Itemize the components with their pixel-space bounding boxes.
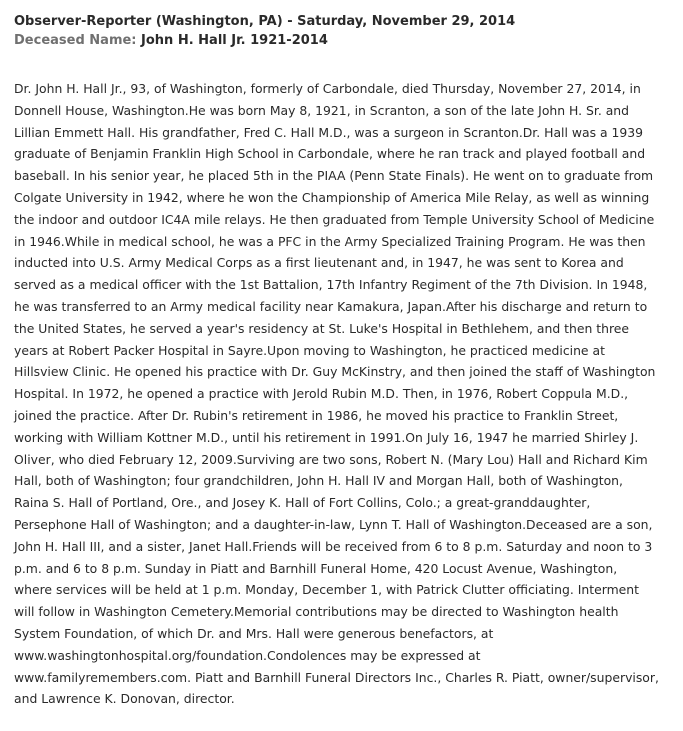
deceased-name-label: Deceased Name: (14, 33, 142, 48)
deceased-name-value: John H. Hall Jr. 1921-2014 (141, 33, 328, 48)
deceased-name-line (14, 31, 673, 50)
obituary-body-text: Dr. John H. Hall Jr., 93, of Washington, formerly of Carbondale, died Thursday, November 27, 2014, in Donnell House, Washington.He was born May 8, 1921, in Scranton, a son of the late John H. Sr. and Lillian Emmett Hall. His grandfather, Fred C. Hall M.D., was a surgeon in Scranton.Dr. Hall was a 1939 graduate of Benjamin Franklin High School in Carbondale, where he ran track and played football and baseball. In his senior year, he placed 5th in the PIAA (Penn State Finals). He went on to graduate from Colgate University in 1942, where he won the Championship of America Mile Relay, as well as winning the indoor and outdoor IC4A mile relays. He then graduated from Temple University School of Medicine in 1946.While in medical school, he was a PFC in the Army Specialized Training Program. He was then inducted into U.S. Army Medical Corps as a first lieutenant and, in 1947, he was sent to Korea and served as a medical officer with the 1st Battalion, 17th Infantry Regiment of the 7th Division. In 1948, he was transferred to an Army medical facility near Kamakura, Japan.After his discharge and return to the United States, he served a year's residency at St. Luke's Hospital in Bethlehem, and then three years at Robert Packer Hospital in Sayre.Upon moving to Washington, he practiced medicine at Hillsview Clinic. He opened his practice with Dr. Guy McKinstry, and then joined the staff of Washington Hospital. In 1972, he opened a practice with Jerold Rubin M.D. Then, in 1976, Robert Coppula M.D., joined the practice. After Dr. Rubin's retirement in 1986, he moved his practice to Franklin Street, working with William Kottner M.D., until his retirement in 1991.On July 16, 1947 he married Shirley J. Oliver, who died February 12, 2009.Surviving are two sons, Robert N. (Mary Lou) Hall and Richard Kim Hall, both of Washington; four grandchildren, John H. Hall IV and Morgan Hall, both of Washington, Raina S. Hall of Portland, Ore., and Josey K. Hall of Fort Collins, Colo.; a great-granddaughter, Persephone Hall of Washington; and a daughter-in-law, Lynn T. Hall of Washington.Deceased are a son, John H. Hall III, and a sister, Janet Hall.Friends will be received from 6 to 8 p.m. Saturday and noon to 3 p.m. and 6 to 8 p.m. Sunday in Piatt and Barnhill Funeral Home, 420 Locust Avenue, Washington, where services will be held at 1 p.m. Monday, December 1, with Patrick Clutter officiating. Interment will follow in Washington Cemetery.Memorial contributions may be directed to Washington health System Foundation, of which Dr. and Mrs. Hall were generous benefactors, at www.washingtonhospital.org/foundation.Condolences may be expressed at www.familyremembers.com. Piatt and Barnhill Funeral Directors Inc., Charles R. Piatt, owner/supervisor, and Lawrence K. Donovan, director. (14, 81, 659, 707)
newspaper-source-line: Observer-Reporter (Washington, PA) - Saturday, November 29, 2014 (14, 14, 516, 29)
